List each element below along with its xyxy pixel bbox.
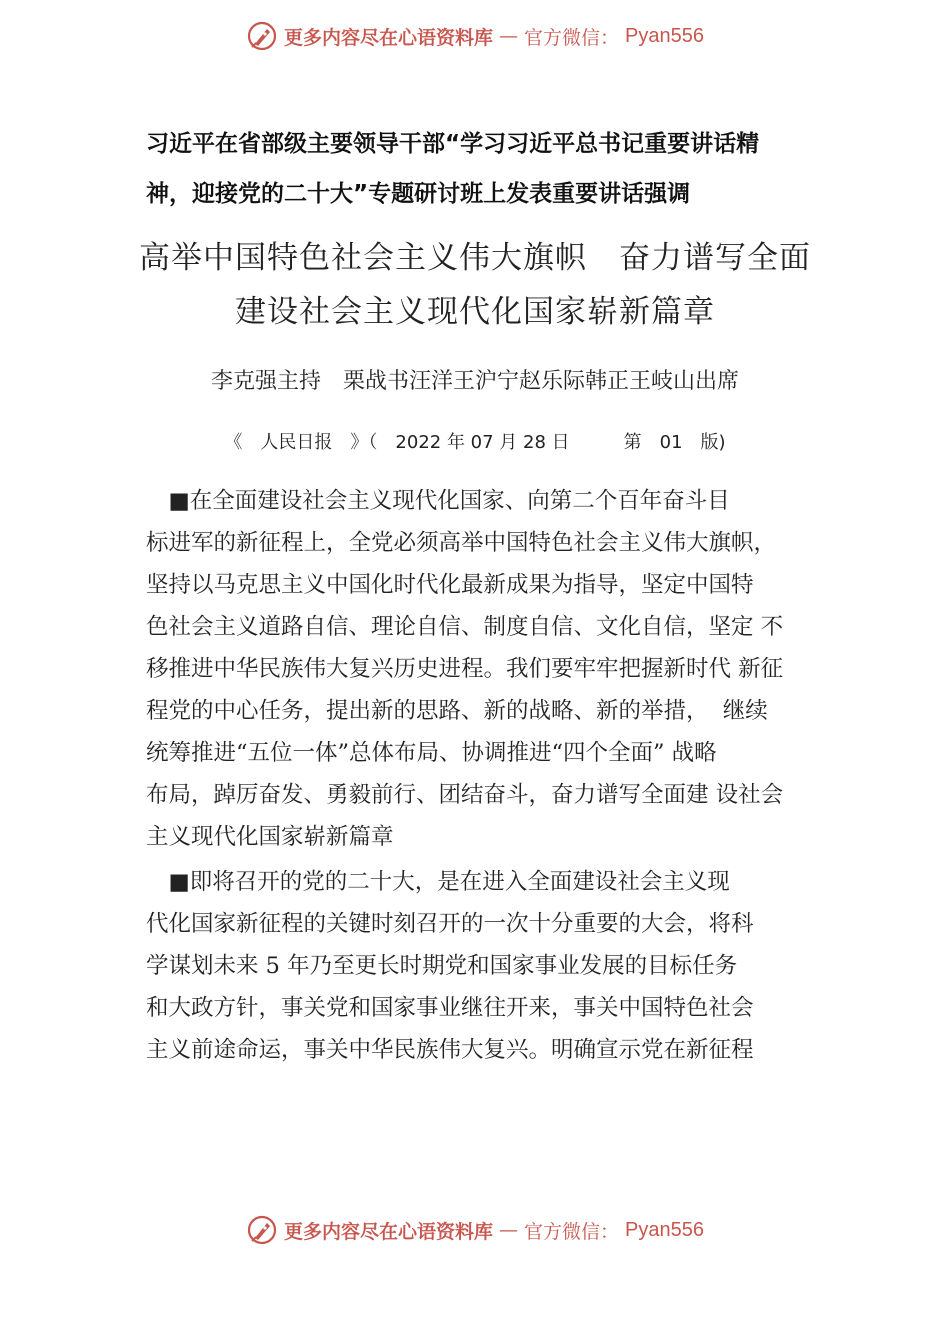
headline-line-2: 建设社会主义现代化国家崭新篇章 xyxy=(235,294,715,330)
footer-banner xyxy=(0,1210,950,1250)
source-line: 《 人民日报 》（ 2022 年 07 月 28 日 第 01 版) xyxy=(224,432,726,453)
paragraph-line: 统筹推进“五位一体”总体布局、协调推进“四个全面” 战略 xyxy=(146,740,717,766)
banner-text: 更多内容尽在心语资料库 xyxy=(284,26,494,49)
pen-nib-icon xyxy=(246,1214,278,1246)
banner-wechat-label: 官方微信： xyxy=(524,1220,620,1243)
headline-line-1: 高举中国特色社会主义伟大旗帜 奋力谱写全面 xyxy=(139,240,811,276)
paragraph-line: 和大政方针，事关党和国家事业继往开来，事关中国特色社会 xyxy=(146,995,754,1021)
paragraph-line: 色社会主义道路自信、理论自信、制度自信、文化自信，坚定 不 xyxy=(146,614,784,640)
paragraph-line: ■即将召开的党的二十大，是在进入全面建设社会主义现 xyxy=(146,869,730,895)
paragraph-line: 主义前途命运，事关中华民族伟大复兴。明确宣示党在新征程 xyxy=(146,1037,754,1063)
banner-dash: — xyxy=(499,25,519,47)
paragraph-line: 标进军的新征程上，全党必须高举中国特色社会主义伟大旗帜， xyxy=(146,530,777,556)
paragraph-line: 移推进中华民族伟大复兴历史进程。我们要牢牢把握新时代 新征 xyxy=(146,656,784,682)
paragraph-line: 主义现代化国家崭新篇章 xyxy=(146,824,394,850)
banner-wechat-id: Pyan556 xyxy=(625,1218,704,1241)
paragraph-line: ■在全面建设社会主义现代化国家、向第二个百年奋斗目 xyxy=(146,488,730,514)
header-banner xyxy=(0,16,950,56)
banner-wechat-label: 官方微信： xyxy=(524,26,620,49)
banner-text: 更多内容尽在心语资料库 xyxy=(284,1220,494,1243)
banner-wechat-id: Pyan556 xyxy=(625,24,704,47)
paragraph-line: 代化国家新征程的关键时刻召开的一次十分重要的大会，将科 xyxy=(146,911,754,937)
paragraph-line: 布局，踔厉奋发、勇毅前行、团结奋斗，奋力谱写全面建 设社会 xyxy=(146,782,784,808)
paragraph-line: 坚持以马克思主义中国化时代化最新成果为指导，坚定中国特 xyxy=(146,572,754,598)
kicker-line-2: 神，迎接党的二十大”专题研讨班上发表重要讲话强调 xyxy=(146,181,691,207)
pen-nib-icon xyxy=(246,20,278,52)
banner-dash: — xyxy=(499,1219,519,1241)
paragraph-line: 学谋划未来 5 年乃至更长时期党和国家事业发展的目标任务 xyxy=(146,953,738,979)
kicker-line-1: 习近平在省部级主要领导干部“学习习近平总书记重要讲话精 xyxy=(146,131,760,157)
paragraph-line: 程党的中心任务，提出新的思路、新的战略、新的举措， 继续 xyxy=(146,698,768,724)
attendance-subtitle: 李克强主持 栗战书汪洋王沪宁赵乐际韩正王岐山出席 xyxy=(210,369,739,394)
